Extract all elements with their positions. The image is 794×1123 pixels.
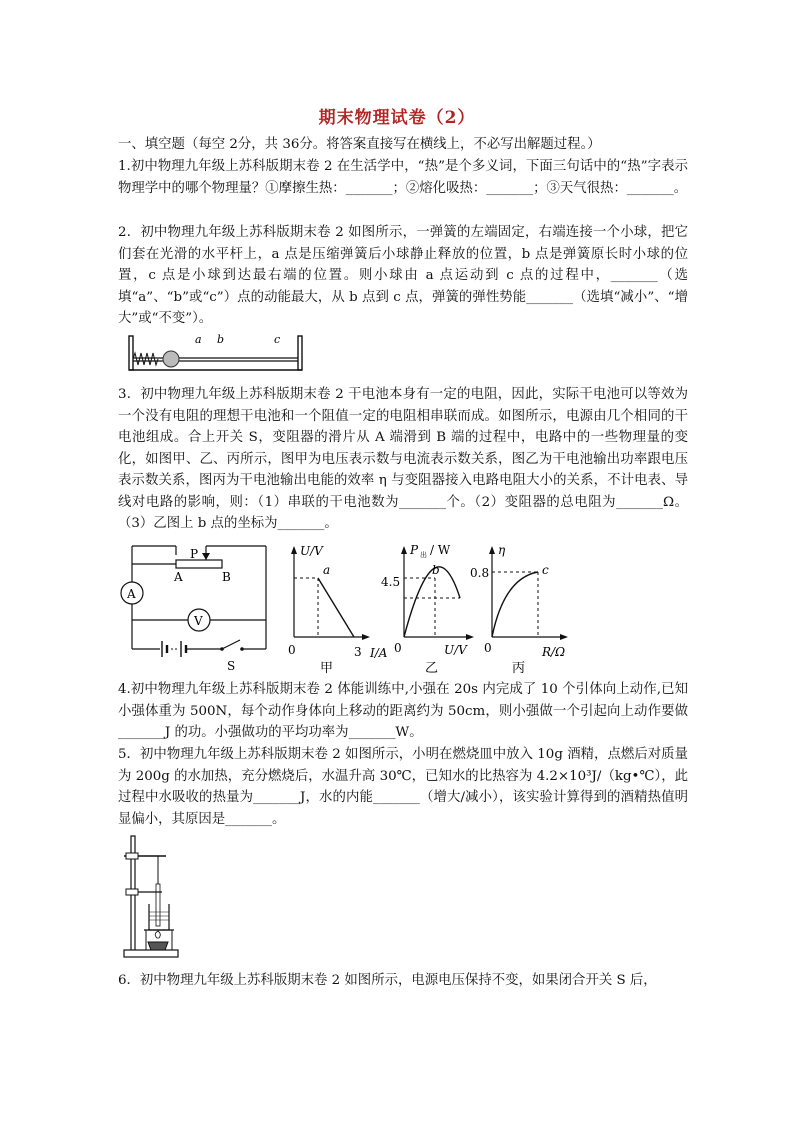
page-title: 期末物理试卷（2） <box>318 108 476 128</box>
point-b-label: b <box>217 333 225 346</box>
end-a-label: A <box>174 570 183 584</box>
graph-bing-caption: 丙 <box>512 661 526 676</box>
graph-yi-origin: 0 <box>394 641 402 655</box>
graph-bing-ylabel: η <box>498 543 506 557</box>
graph-bing-point-c: c <box>542 563 549 577</box>
graph-jia-xlabel: I/A <box>370 646 388 660</box>
question-4: 4.初中物理九年级上苏科版期末卷 2 体能训练中,小强在 20s 内完成了 10 个引体向上动作,已知小强体重为 500N，每个动作身体向上移动的距离约为 50cm，则小强做一个引起向上动作要做_______J 的功。小强做功的平均功率为_______W。 <box>118 682 688 740</box>
graph-yi-ylabel: P <box>410 543 419 557</box>
graph-jia-point-a: a <box>323 563 331 577</box>
question-6: 6．初中物理九年级上苏科版期末卷 2 如图所示，电源电压保持不变，如果闭合开关 S 后， <box>118 973 657 988</box>
question-3: 3．初中物理九年级上苏科版期末卷 2 干电池本身有一定的电阻，因此，实际干电池可以等效为一个没有电阻的理想干电池和一个阻值一定的电阻相串联而成。如图所示，电源由几个相同的干电池组成。合上开关 S，变阻器的滑片从 A 端滑到 B 端的过程中，电路中的一些物理量的变化，如图甲、乙、丙所示，图甲为电压表示数与电流表示数关系，图乙为干电池输出功率跟电压表示数关系，图丙为干电池输出电能的效率 η 与变阻器接入电路电阻大小的关系，不计电表、导线对电路的影响，则：（1）串联的干电池数为_______个。（2）变阻器的总电阻为_______Ω。（3）乙图上 b 点的坐标为_______。 <box>118 387 688 531</box>
spring-ball-figure <box>126 328 306 372</box>
graph-jia-xtick: 3 <box>354 645 362 659</box>
graph-bing-ytick: 0.8 <box>470 566 490 580</box>
graph-bing-origin: 0 <box>484 641 492 655</box>
circuit-diagram <box>118 536 278 676</box>
graph-jia-caption: 甲 <box>320 661 334 676</box>
question-1: 1.初中物理九年级上苏科版期末卷 2 在生活学中，“热”是个多义词，下面三句话中的“热”字表示物理学中的哪个物理量？①摩擦生热：_______；②熔化吸热：_______；③天气很热：_______。 <box>118 159 688 196</box>
graph-jia-origin: 0 <box>288 643 296 657</box>
graph-yi <box>380 540 476 676</box>
slider-p-label: P <box>190 547 199 561</box>
point-a-label: a <box>195 333 202 346</box>
graph-yi-ytick: 4.5 <box>381 575 401 589</box>
graph-bing <box>470 540 574 676</box>
graph-yi-ylabel-sub: 出 <box>420 551 427 559</box>
graph-yi-xlabel: U/V <box>444 643 467 657</box>
question-2: 2．初中物理九年级上苏科版期末卷 2 如图所示，一弹簧的左端固定，右端连接一个小球，把它们套在光滑的水平杆上，a 点是压缩弹簧后小球静止释放的位置，b 点是弹簧原长时小球的位置，c 点是小球到达最右端的位置。则小球由 a 点运动到 c 点的过程中，_______（选填“a”、“b”或“c”）点的动能最大，从 b 点到 c 点，弹簧的弹性势能_______（选填“减小”、“增大”或“不变”）。 <box>118 225 688 326</box>
graph-yi-caption: 乙 <box>425 661 439 676</box>
point-c-label: c <box>274 333 281 346</box>
question-5: 5．初中物理九年级上苏科版期末卷 2 如图所示，小明在燃烧皿中放入 10g 酒精，点燃后对质量为 200g 的水加热，充分燃烧后，水温升高 30℃，已知水的比热容为 4.2×10³J/（kg•℃），此过程中水吸收的热量为_______J，水的内能_______（增大/减小），该实验计算得到的酒精热值明显偏小，其原因是_______。 <box>118 747 688 827</box>
section-heading: 一、填空题（每空 2分，共 36分。将答案直接写在横线上，不必写出解题过程。） <box>118 137 601 152</box>
graph-jia-ylabel: U/V <box>300 544 323 558</box>
voltmeter-symbol: V <box>194 614 203 628</box>
graph-jia <box>286 540 388 676</box>
graph-yi-point-b: b <box>432 563 440 577</box>
switch-s-label: S <box>227 659 236 673</box>
heating-apparatus-figure <box>122 834 188 960</box>
graph-yi-ylabel-unit: / W <box>430 543 451 557</box>
graph-bing-xlabel: R/Ω <box>542 645 566 659</box>
end-b-label: B <box>222 570 231 584</box>
ammeter-symbol: A <box>127 587 136 601</box>
